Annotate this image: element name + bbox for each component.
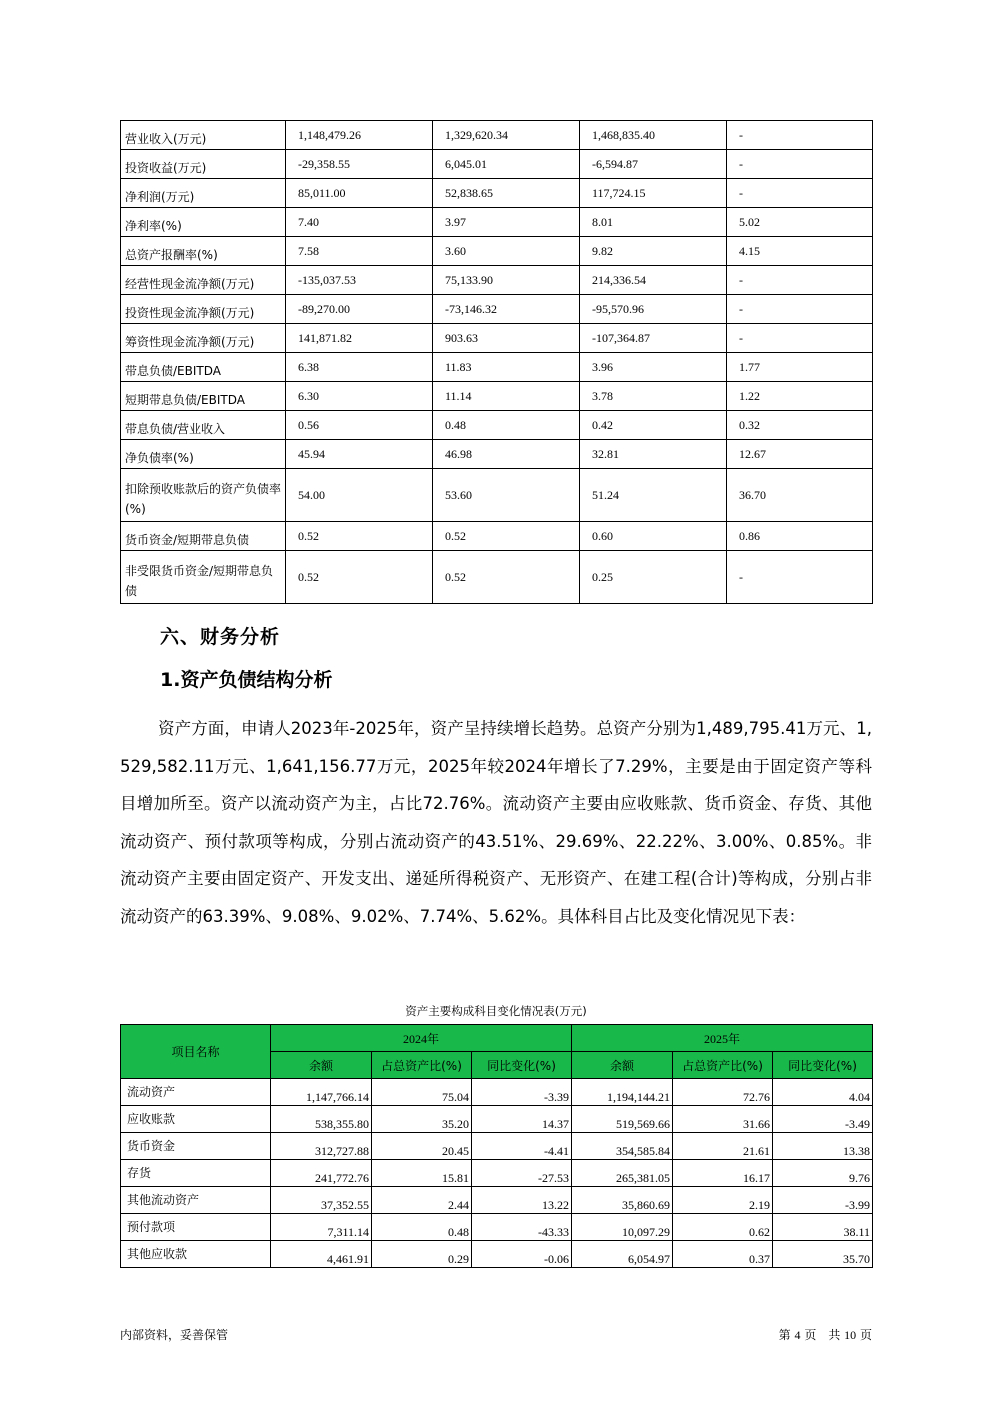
indicator-value: 6.30 — [286, 382, 433, 411]
share-2025: 21.61 — [673, 1133, 773, 1160]
page-number: 4 — [794, 1328, 801, 1342]
indicator-value: 1.77 — [727, 353, 873, 382]
indicator-value: 45.94 — [286, 440, 433, 469]
asset-structure-table — [120, 1024, 873, 1268]
indicator-label: 带息负债/EBITDA — [121, 353, 286, 382]
share-2024: 15.81 — [372, 1160, 472, 1187]
asset-row — [121, 1187, 873, 1214]
yoy-2025: 4.04 — [773, 1079, 873, 1106]
section-heading: 六、财务分析 — [160, 626, 281, 648]
financial-indicators-table — [120, 120, 873, 604]
share-header: 占总资产比(%) — [673, 1052, 773, 1079]
indicator-label: 总资产报酬率(%) — [121, 237, 286, 266]
page-suffix: 页 — [859, 1328, 872, 1342]
asset-row — [121, 1106, 873, 1133]
indicator-value: 46.98 — [433, 440, 580, 469]
indicator-value: 0.52 — [433, 551, 580, 604]
balance-header: 余额 — [572, 1052, 673, 1079]
yoy-2024: -43.33 — [472, 1214, 572, 1241]
indicator-value: 85,011.00 — [286, 179, 433, 208]
indicator-row — [121, 382, 873, 411]
indicator-value: 4.15 — [727, 237, 873, 266]
balance-2024: 7,311.14 — [271, 1214, 372, 1241]
indicator-value: 0.86 — [727, 522, 873, 551]
indicator-value: - — [727, 295, 873, 324]
indicator-label: 营业收入(万元) — [121, 121, 286, 150]
asset-item-name: 存货 — [121, 1160, 271, 1187]
indicator-row — [121, 150, 873, 179]
indicator-row — [121, 121, 873, 150]
yoy-2024: -3.39 — [472, 1079, 572, 1106]
indicator-value: 5.02 — [727, 208, 873, 237]
indicator-row — [121, 411, 873, 440]
indicator-label: 带息负债/营业收入 — [121, 411, 286, 440]
yoy-2024: -4.41 — [472, 1133, 572, 1160]
indicator-value: 1,148,479.26 — [286, 121, 433, 150]
indicator-value: -29,358.55 — [286, 150, 433, 179]
indicator-row — [121, 440, 873, 469]
share-2025: 2.19 — [673, 1187, 773, 1214]
indicator-value: 1,468,835.40 — [580, 121, 727, 150]
balance-2025: 10,097.29 — [572, 1214, 673, 1241]
year-header-2024: 2024年 — [271, 1025, 572, 1052]
balance-2024: 538,355.80 — [271, 1106, 372, 1133]
indicator-value: 11.14 — [433, 382, 580, 411]
yoy-2025: 9.76 — [773, 1160, 873, 1187]
indicator-value: - — [727, 266, 873, 295]
indicator-value: 0.42 — [580, 411, 727, 440]
indicator-row — [121, 324, 873, 353]
indicator-row — [121, 469, 873, 522]
page-mid: 页 共 — [804, 1328, 841, 1342]
indicator-value: 75,133.90 — [433, 266, 580, 295]
yoy-2024: -27.53 — [472, 1160, 572, 1187]
share-2025: 16.17 — [673, 1160, 773, 1187]
share-2025: 31.66 — [673, 1106, 773, 1133]
page-prefix: 第 — [778, 1328, 791, 1342]
indicator-value: 9.82 — [580, 237, 727, 266]
item-name-header: 项目名称 — [121, 1025, 271, 1079]
footer-page-info — [779, 1326, 872, 1343]
balance-2025: 1,194,144.21 — [572, 1079, 673, 1106]
indicator-label: 投资收益(万元) — [121, 150, 286, 179]
footer-confidential-note: 内部资料，妥善保管 — [120, 1328, 229, 1342]
asset-row — [121, 1133, 873, 1160]
indicator-label: 经营性现金流净额(万元) — [121, 266, 286, 295]
share-2025: 0.37 — [673, 1241, 773, 1268]
indicator-row — [121, 237, 873, 266]
indicator-value: -135,037.53 — [286, 266, 433, 295]
asset-row — [121, 1241, 873, 1268]
indicator-value: 0.48 — [433, 411, 580, 440]
indicator-value: 52,838.65 — [433, 179, 580, 208]
indicator-value: -89,270.00 — [286, 295, 433, 324]
indicator-label: 短期带息负债/EBITDA — [121, 382, 286, 411]
balance-header: 余额 — [271, 1052, 372, 1079]
indicator-label: 货币资金/短期带息负债 — [121, 522, 286, 551]
yoy-2025: 13.38 — [773, 1133, 873, 1160]
balance-2025: 35,860.69 — [572, 1187, 673, 1214]
share-2024: 75.04 — [372, 1079, 472, 1106]
yoy-header: 同比变化(%) — [773, 1052, 873, 1079]
indicator-value: 6,045.01 — [433, 150, 580, 179]
indicator-value: 0.56 — [286, 411, 433, 440]
asset-item-name: 流动资产 — [121, 1079, 271, 1106]
indicator-value: 3.96 — [580, 353, 727, 382]
share-2025: 72.76 — [673, 1079, 773, 1106]
subsection-heading: 1.资产负债结构分析 — [160, 669, 333, 691]
asset-item-name: 其他应收款 — [121, 1241, 271, 1268]
indicator-value: 0.52 — [286, 522, 433, 551]
share-2024: 35.20 — [372, 1106, 472, 1133]
indicator-label: 净利润(万元) — [121, 179, 286, 208]
share-2024: 0.48 — [372, 1214, 472, 1241]
indicator-value: 11.83 — [433, 353, 580, 382]
indicator-value: 0.25 — [580, 551, 727, 604]
indicator-label: 净利率(%) — [121, 208, 286, 237]
indicator-value: 7.58 — [286, 237, 433, 266]
yoy-2024: 14.37 — [472, 1106, 572, 1133]
table-caption: 资产主要构成科目变化情况表(万元) — [405, 1004, 587, 1018]
yoy-2025: -3.49 — [773, 1106, 873, 1133]
indicator-value: -95,570.96 — [580, 295, 727, 324]
asset-item-name: 应收账款 — [121, 1106, 271, 1133]
asset-item-name: 预付款项 — [121, 1214, 271, 1241]
year-header-2025: 2025年 — [572, 1025, 873, 1052]
indicator-value: - — [727, 551, 873, 604]
indicator-row — [121, 295, 873, 324]
indicator-value: 214,336.54 — [580, 266, 727, 295]
share-2024: 20.45 — [372, 1133, 472, 1160]
yoy-header: 同比变化(%) — [472, 1052, 572, 1079]
yoy-2025: 35.70 — [773, 1241, 873, 1268]
balance-2025: 519,569.66 — [572, 1106, 673, 1133]
indicator-value: 3.97 — [433, 208, 580, 237]
asset-row — [121, 1214, 873, 1241]
indicator-value: - — [727, 179, 873, 208]
yoy-2025: -3.99 — [773, 1187, 873, 1214]
indicator-value: 53.60 — [433, 469, 580, 522]
share-2024: 0.29 — [372, 1241, 472, 1268]
indicator-row — [121, 208, 873, 237]
indicator-row — [121, 179, 873, 208]
indicator-value: 0.60 — [580, 522, 727, 551]
asset-row — [121, 1079, 873, 1106]
indicator-value: 12.67 — [727, 440, 873, 469]
share-header: 占总资产比(%) — [372, 1052, 472, 1079]
indicator-value: 3.78 — [580, 382, 727, 411]
indicator-label: 净负债率(%) — [121, 440, 286, 469]
indicator-value: - — [727, 150, 873, 179]
balance-2025: 354,585.84 — [572, 1133, 673, 1160]
indicator-value: 1,329,620.34 — [433, 121, 580, 150]
indicator-label: 扣除预收账款后的资产负债率(%) — [121, 469, 286, 522]
indicator-value: -6,594.87 — [580, 150, 727, 179]
indicator-value: 7.40 — [286, 208, 433, 237]
yoy-2025: 38.11 — [773, 1214, 873, 1241]
share-2024: 2.44 — [372, 1187, 472, 1214]
yoy-2024: -0.06 — [472, 1241, 572, 1268]
share-2025: 0.62 — [673, 1214, 773, 1241]
indicator-value: 3.60 — [433, 237, 580, 266]
balance-2024: 1,147,766.14 — [271, 1079, 372, 1106]
balance-2024: 312,727.88 — [271, 1133, 372, 1160]
indicator-value: -73,146.32 — [433, 295, 580, 324]
indicator-value: 0.52 — [286, 551, 433, 604]
indicator-value: 0.32 — [727, 411, 873, 440]
indicator-value: - — [727, 121, 873, 150]
indicator-value: 903.63 — [433, 324, 580, 353]
indicator-value: 0.52 — [433, 522, 580, 551]
indicator-row — [121, 353, 873, 382]
indicator-value: 1.22 — [727, 382, 873, 411]
indicator-value: 6.38 — [286, 353, 433, 382]
balance-2024: 4,461.91 — [271, 1241, 372, 1268]
indicator-value: 51.24 — [580, 469, 727, 522]
indicator-value: 117,724.15 — [580, 179, 727, 208]
asset-row — [121, 1160, 873, 1187]
indicator-value: 54.00 — [286, 469, 433, 522]
asset-item-name: 货币资金 — [121, 1133, 271, 1160]
indicator-label: 投资性现金流净额(万元) — [121, 295, 286, 324]
indicator-label: 筹资性现金流净额(万元) — [121, 324, 286, 353]
asset-analysis-paragraph: 资产方面，申请人2023年-2025年，资产呈持续增长趋势。总资产分别为1,489,795.41万元、1,529,582.11万元、1,641,156.77万元，2025年较2024年增长了7.29%，主要是由于固定资产等科目增加所至。资产以流动资产为主，占比72.76%。流动资产主要由应收账款、货币资金、存货、其他流动资产、预付款项等构成，分别占流动资产的43.51%、29.69%、22.22%、3.00%、0.85%。非流动资产主要由固定资产、开发支出、递延所得税资产、无形资产、在建工程(合计)等构成，分别占非流动资产的63.39%、9.08%、9.02%、7.74%、5.62%。具体科目占比及变化情况见下表： — [120, 719, 872, 926]
page-total: 10 — [844, 1328, 857, 1342]
indicator-value: -107,364.87 — [580, 324, 727, 353]
indicator-value: 32.81 — [580, 440, 727, 469]
balance-2024: 37,352.55 — [271, 1187, 372, 1214]
indicator-value: 8.01 — [580, 208, 727, 237]
yoy-2024: 13.22 — [472, 1187, 572, 1214]
indicator-row — [121, 266, 873, 295]
balance-2025: 265,381.05 — [572, 1160, 673, 1187]
asset-item-name: 其他流动资产 — [121, 1187, 271, 1214]
indicator-value: 36.70 — [727, 469, 873, 522]
indicator-value: - — [727, 324, 873, 353]
indicator-label: 非受限货币资金/短期带息负债 — [121, 551, 286, 604]
indicator-row — [121, 522, 873, 551]
indicator-value: 141,871.82 — [286, 324, 433, 353]
balance-2024: 241,772.76 — [271, 1160, 372, 1187]
balance-2025: 6,054.97 — [572, 1241, 673, 1268]
indicator-row — [121, 551, 873, 604]
